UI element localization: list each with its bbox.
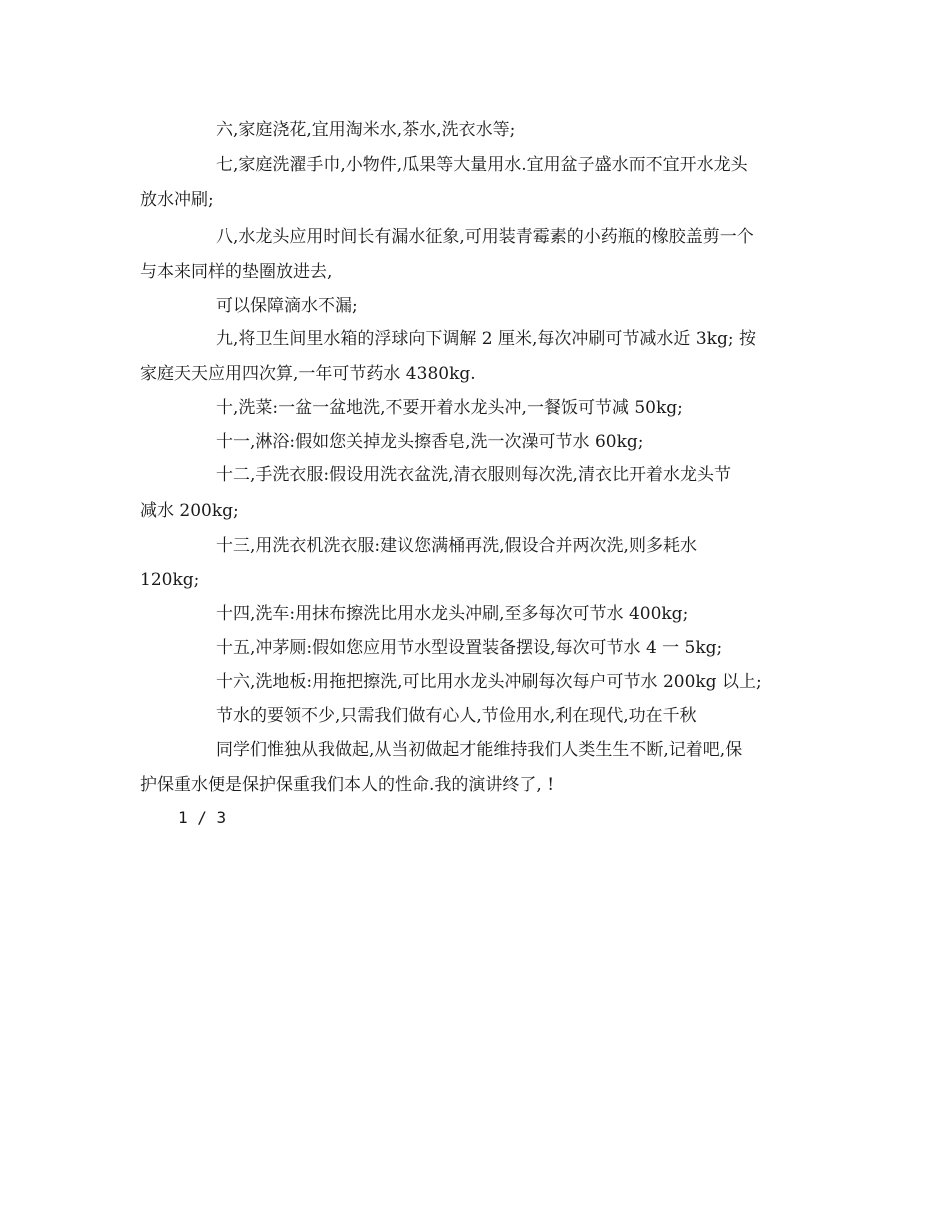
text-line: 120kg; bbox=[140, 570, 200, 590]
text-line: 八,水龙头应用时间长有漏水征象,可用装青霉素的小药瓶的橡胶盖剪一个 bbox=[216, 227, 754, 247]
text-line: 六,家庭浇花,宜用淘米水,茶水,洗衣水等; bbox=[216, 120, 516, 140]
text-line: 七,家庭洗濯手巾,小物件,瓜果等大量用水.宜用盆子盛水而不宜开水龙头 bbox=[216, 155, 748, 175]
text-line: 与本来同样的垫圈放进去, bbox=[140, 262, 333, 282]
text-line: 九,将卫生间里水箱的浮球向下调解 2 厘米,每次冲刷可节减水近 3kg; 按 bbox=[216, 329, 756, 349]
text-line: 十五,冲茅厕:假如您应用节水型设置装备摆设,每次可节水 4 一 5kg; bbox=[216, 638, 723, 658]
text-line: 放水冲刷; bbox=[140, 190, 214, 210]
text-line: 减水 200kg; bbox=[140, 501, 239, 521]
text-line: 可以保障滴水不漏; bbox=[216, 296, 358, 316]
text-line: 十一,淋浴:假如您关掉龙头擦香皂,洗一次澡可节水 60kg; bbox=[216, 432, 644, 452]
page-number: 1 / 3 bbox=[178, 808, 227, 827]
text-line: 护保重水便是保护保重我们本人的性命.我的演讲终了, ! bbox=[140, 775, 555, 795]
text-line: 同学们惟独从我做起,从当初做起才能维持我们人类生生不断,记着吧,保 bbox=[216, 740, 743, 760]
text-line: 节水的要领不少,只需我们做有心人,节俭用水,利在现代,功在千秋 bbox=[216, 706, 697, 726]
text-line: 十,洗菜:一盆一盆地洗,不要开着水龙头冲,一餐饭可节减 50kg; bbox=[216, 398, 683, 418]
text-line: 十二,手洗衣服:假设用洗衣盆洗,清衣服则每次洗,清衣比开着水龙头节 bbox=[216, 465, 731, 485]
text-line: 家庭天天应用四次算,一年可节药水 4380kg. bbox=[140, 364, 476, 384]
text-line: 十六,洗地板:用拖把擦洗,可比用水龙头冲刷每次每户可节水 200kg 以上; bbox=[216, 672, 762, 692]
text-line: 十四,洗车:用抹布擦洗比用水龙头冲刷,至多每次可节水 400kg; bbox=[216, 604, 689, 624]
text-line: 十三,用洗衣机洗衣服:建议您满桶再洗,假设合并两次洗,则多耗水 bbox=[216, 536, 697, 556]
